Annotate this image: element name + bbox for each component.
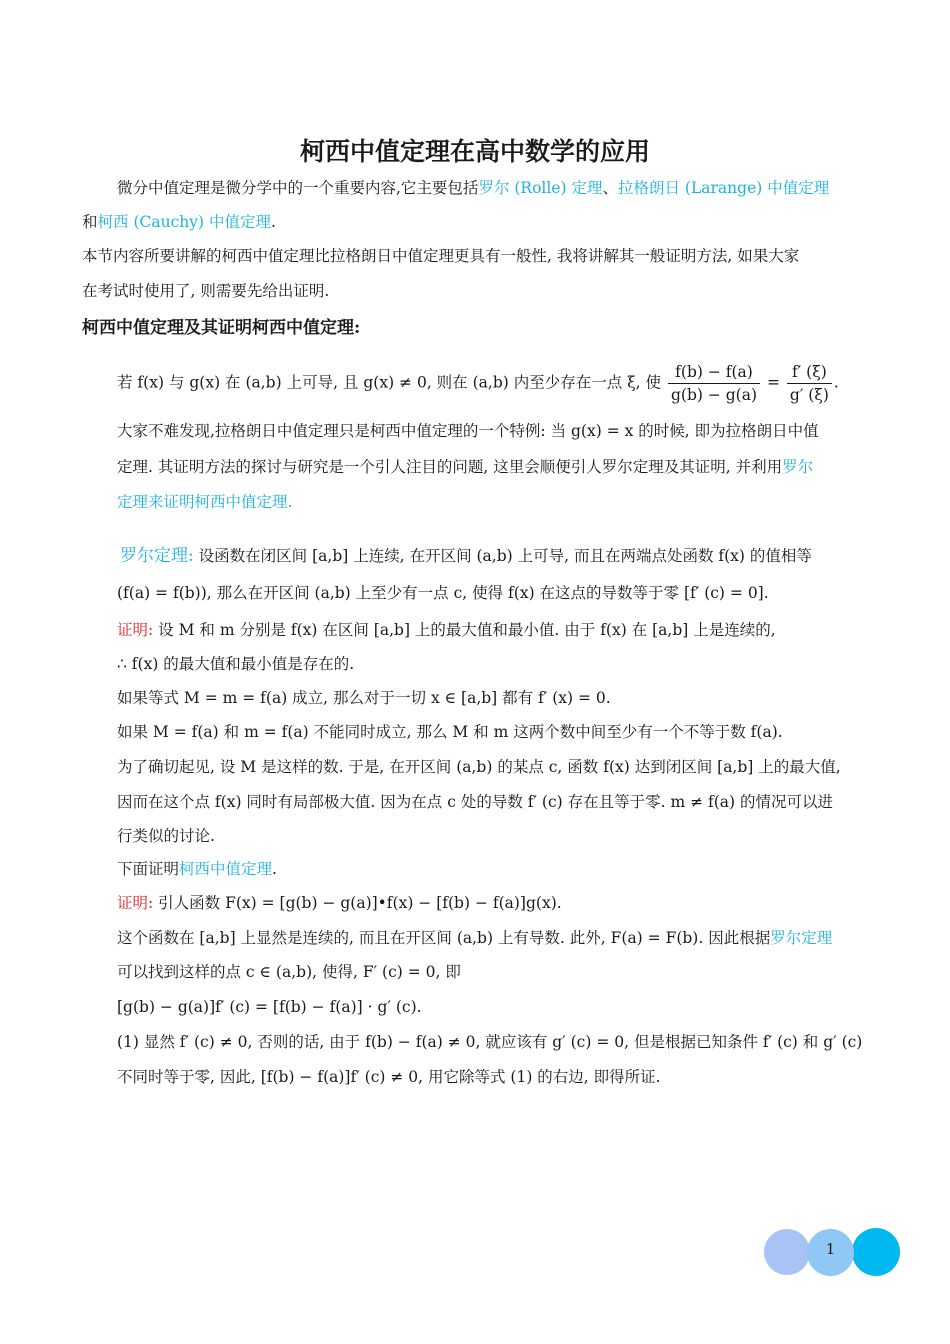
rolle-proof-line-6: 因而在这个点 f(x) 同时有局部极大值. 因为在点 c 处的导数 f′ (c) 存在且等于零. m ≠ f(a) 的情况可以进 [117,793,834,811]
rolle-proof-line-7: 行类似的讨论. [117,827,215,845]
note-text: 定理. 其证明方法的探讨与研究是一个引人注目的问题, 这里会顺便引人罗尔定理及其证明, 并利用 [117,458,783,476]
rolle-link[interactable]: 罗尔定理 [770,929,833,947]
proof-text: 这个函数在 [a,b] 上显然是连续的, 而且在开区间 (a,b) 上有导数. 此外, F(a) = F(b). 因此根据 [117,929,771,947]
fraction-numerator: f′ (ξ) [787,362,832,384]
statement-text: 若 f(x) 与 g(x) 在 (a,b) 上可导, 且 g(x) ≠ 0, 则在 (a,b) 内至少存在一点 ξ, 使 [117,373,662,392]
intro-line-4: 在考试时使用了, 则需要先给出证明. [82,282,330,300]
rolle-line-1 [120,546,812,566]
separator: 、 [602,179,618,197]
rolle-proof-line-3: 如果等式 M = m = f(a) 成立, 那么对于一切 x ∈ [a,b] 都有 f′ (x) = 0. [117,689,611,707]
note-line-2 [117,457,813,477]
intro-text: 和 [82,213,98,231]
lagrange-theorem-link[interactable]: 拉格朗日 (Larange) 中值定理 [618,179,830,197]
proof2-line-3: 可以找到这样的点 c ∈ (a,b), 使得, F′ (c) = 0, 即 [117,963,461,981]
proof2-line-4: [g(b) − g(a)]f′ (c) = [f(b) − f(a)] · g′ (c). [117,998,422,1016]
fraction-left [668,362,760,405]
page-title: 柯西中值定理在高中数学的应用 [299,137,650,166]
note-line-3: 定理来证明柯西中值定理. [117,493,293,511]
proof2-intro [117,859,277,879]
rolle-proof-line-2: ∴ f(x) 的最大值和最小值是存在的. [117,655,355,673]
proof-label: 证明: [117,894,154,912]
rolle-label: 罗尔定理: [120,546,194,566]
rolle-link[interactable]: 罗尔 [782,458,814,476]
page-number: 1 [825,1240,836,1258]
cauchy-statement [117,362,839,405]
equals-sign: = [766,373,780,392]
proof2-line-2 [117,928,832,948]
page-badge-circle-left [764,1229,810,1275]
intro-text: 微分中值定理是微分学中的一个重要内容,它主要包括 [117,179,479,197]
statement-end: . [833,373,839,392]
intro-line-2 [82,212,276,232]
fraction-right [787,362,832,405]
intro-line-3: 本节内容所要讲解的柯西中值定理比拉格朗日中值定理更具有一般性, 我将讲解其一般证明方法, 如果大家 [82,247,800,265]
rolle-proof-line-4: 如果 M = f(a) 和 m = f(a) 不能同时成立, 那么 M 和 m 这两个数中间至少有一个不等于数 f(a). [117,723,783,741]
section-heading: 柯西中值定理及其证明柯西中值定理: [82,318,361,338]
note-line-1: 大家不难发现,拉格朗日中值定理只是柯西中值定理的一个特例: 当 g(x) = x 的时候, 即为拉格朗日中值 [117,422,819,440]
rolle-line-2: (f(a) = f(b)), 那么在开区间 (a,b) 上至少有一点 c, 使得 f(x) 在这点的导数等于零 [f′ (c) = 0]. [117,584,769,602]
cauchy-theorem-link[interactable]: 柯西 (Cauchy) 中值定理 [97,213,271,231]
proof2-line-6: 不同时等于零, 因此, [f(b) − f(a)]f′ (c) ≠ 0, 用它除等式 (1) 的右边, 即得所证. [117,1068,661,1086]
proof-text: 设 M 和 m 分别是 f(x) 在区间 [a,b] 上的最大值和最小值. 由于 f(x) 在 [a,b] 上是连续的, [158,621,776,639]
fraction-numerator: f(b) − f(a) [668,362,760,384]
proof2-text: . [272,860,277,878]
proof-label: 证明: [117,621,154,639]
rolle-text: 设函数在闭区间 [a,b] 上连续, 在开区间 (a,b) 上可导, 而且在两端点处函数 f(x) 的值相等 [198,547,812,565]
intro-text: . [270,213,276,231]
fraction-denominator: g(b) − g(a) [670,386,758,404]
proof2-line-5: (1) 显然 f′ (c) ≠ 0, 否则的话, 由于 f(b) − f(a) ≠ 0, 就应该有 g′ (c) = 0, 但是根据已知条件 f′ (c) 和 g′ (c) [117,1033,863,1051]
rolle-proof-line-1 [117,620,776,640]
fraction-denominator: g′ (ξ) [789,386,829,404]
proof2-text: 下面证明 [117,860,180,878]
proof2-line-1 [117,893,562,913]
cauchy-link[interactable]: 柯西中值定理 [179,860,273,878]
intro-line-1 [117,178,829,198]
proof-text: 引人函数 F(x) = [g(b) − g(a)]•f(x) − [f(b) − f(a)]g(x). [158,894,562,912]
rolle-proof-line-5: 为了确切起见, 设 M 是这样的数. 于是, 在开区间 (a,b) 的某点 c, 函数 f(x) 达到闭区间 [a,b] 上的最大值, [117,758,841,776]
page-badge-circle-right [852,1228,900,1276]
rolle-theorem-link[interactable]: 罗尔 (Rolle) 定理 [478,179,603,197]
